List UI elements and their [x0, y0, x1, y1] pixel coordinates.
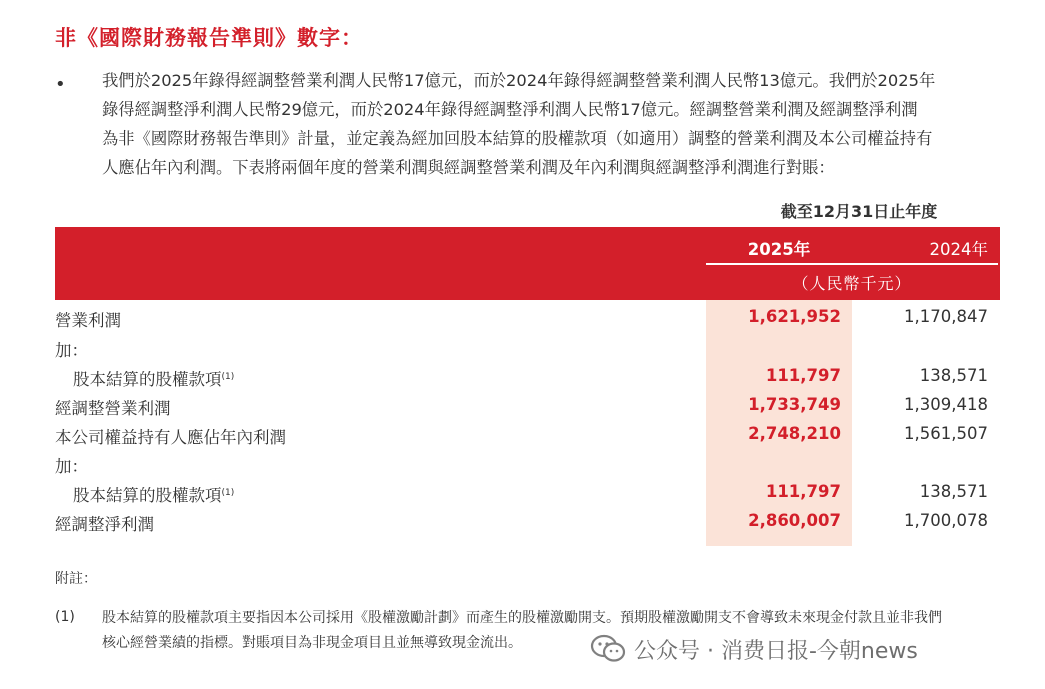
section-heading: 非《國際財務報告準則》數字：	[55, 26, 363, 50]
value-2024: 1,170,847	[904, 307, 988, 326]
note-line: 股本結算的股權款項主要指因本公司採用《股權激勵計劃》而產生的股權激勵開支。預期股權激勵開支不會導致未來現金付款且並非我們	[102, 610, 942, 626]
table-row	[55, 482, 1000, 511]
row-label-text: 股本結算的股權款項	[73, 370, 222, 389]
row-label: 經調整淨利潤	[55, 515, 154, 534]
paragraph-line: 我們於2025年錄得經調整營業利潤人民幣17億元，而於2024年錄得經調整營業利潤人民幣13億元。我們於2025年	[102, 71, 936, 90]
table-row	[55, 511, 1000, 540]
wechat-icon	[590, 634, 626, 664]
value-2024: 1,309,418	[904, 395, 988, 414]
paragraph-line: 錄得經調整淨利潤人民幣29億元，而於2024年錄得經調整淨利潤人民幣17億元。經調整營業利潤及經調整淨利潤	[102, 100, 918, 119]
row-label: 加：	[55, 341, 88, 360]
row-label: 本公司權益持有人應佔年內利潤	[55, 428, 286, 447]
column-header-2024: 2024年	[929, 240, 988, 259]
watermark-text: 公众号 · 消费日报-今朝news	[634, 638, 918, 664]
table-row	[55, 424, 1000, 453]
row-label-text: 股本結算的股權款項	[73, 486, 222, 505]
notes-title: 附註：	[55, 571, 97, 587]
table-row	[55, 366, 1000, 395]
table-row	[55, 395, 1000, 424]
value-2024: 1,700,078	[904, 511, 988, 530]
paragraph-line: 為非《國際財務報告準則》計量，並定義為經加回股本結算的股權款項（如適用）調整的營業利潤及本公司權益持有	[102, 129, 933, 148]
value-2024: 1,561,507	[904, 424, 988, 443]
row-label: 加：	[55, 457, 88, 476]
footnote-ref: (1)	[221, 372, 235, 382]
table-row	[55, 307, 1000, 336]
period-header: 截至12月31日止年度	[780, 202, 938, 221]
value-2025: 111,797	[765, 366, 841, 385]
note-line: 核心經營業績的指標。對賬項目為非現金項目且並無導致現金流出。	[102, 635, 522, 651]
note-number: (1)	[55, 609, 75, 625]
column-header-2025: 2025年	[747, 240, 811, 259]
value-2025: 2,860,007	[748, 511, 841, 530]
row-label: 經調整營業利潤	[55, 399, 171, 418]
table-row	[55, 453, 1000, 482]
value-2024: 138,571	[919, 482, 988, 501]
watermark	[590, 632, 918, 666]
value-2025: 1,733,749	[748, 395, 841, 414]
row-label	[73, 482, 234, 506]
row-label: 營業利潤	[55, 311, 121, 330]
value-2025: 2,748,210	[748, 424, 841, 443]
value-2024: 138,571	[919, 366, 988, 385]
row-label	[73, 366, 234, 390]
unit-label: （人民幣千元）	[792, 274, 912, 293]
value-2025: 111,797	[765, 482, 841, 501]
intro-paragraph	[102, 66, 1002, 182]
table-row	[55, 337, 1000, 366]
bullet-icon: •	[55, 74, 66, 95]
paragraph-line: 人應佔年內利潤。下表將兩個年度的營業利潤與經調整營業利潤及年內利潤與經調整淨利潤進行對賬：	[102, 158, 835, 177]
header-divider	[706, 263, 998, 265]
footnote-ref: (1)	[221, 488, 235, 498]
value-2025: 1,621,952	[748, 307, 841, 326]
